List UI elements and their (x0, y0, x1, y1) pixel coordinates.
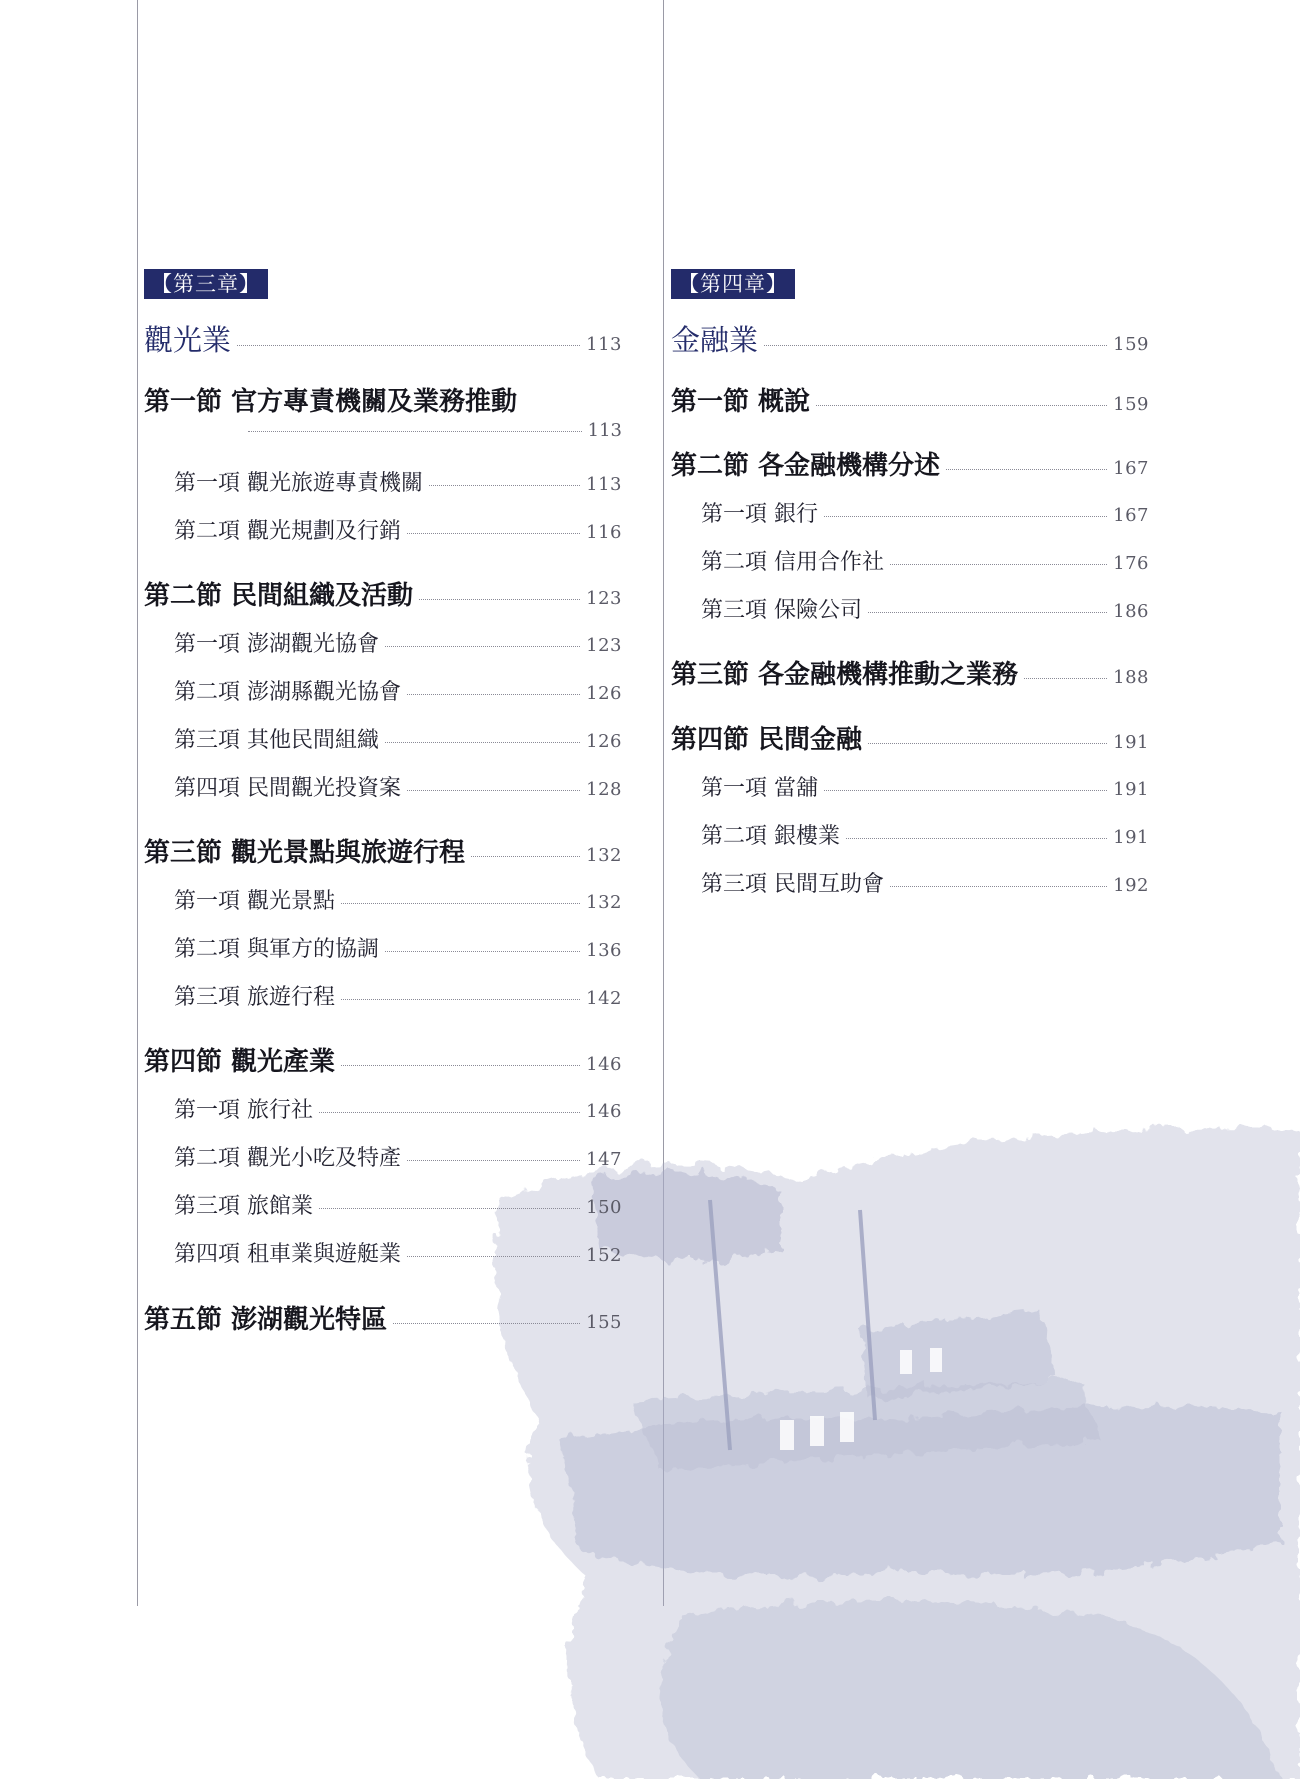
toc-title: 第四項 民間觀光投資案 (174, 776, 401, 801)
toc-title: 第二項 銀樓業 (701, 824, 840, 849)
toc-entry[interactable] (144, 514, 622, 545)
left-margin-rule (137, 0, 138, 1606)
toc-title: 第五節 澎湖觀光特區 (144, 1305, 388, 1335)
toc-entry[interactable] (671, 867, 1149, 898)
page-number: 191 (1113, 827, 1149, 848)
page-number: 167 (1113, 458, 1149, 479)
dot-leader (407, 790, 580, 791)
page-number: 147 (586, 1149, 622, 1170)
toc-entry[interactable] (144, 466, 622, 497)
toc-entry[interactable] (144, 1093, 622, 1124)
dot-leader (764, 345, 1107, 346)
dot-leader (471, 856, 580, 857)
toc-column-chapter-4 (671, 0, 1149, 1400)
toc-entry[interactable] (144, 318, 622, 359)
dot-leader (407, 694, 580, 695)
dot-leader (419, 599, 580, 600)
dot-leader (407, 1256, 580, 1257)
dot-leader (890, 564, 1107, 565)
toc-title: 第二節 民間組織及活動 (144, 581, 414, 611)
toc-title: 第一節 概說 (671, 387, 811, 417)
page-number: 142 (586, 988, 622, 1009)
toc-title: 第一項 旅行社 (174, 1098, 313, 1123)
toc-entry[interactable] (671, 719, 1149, 756)
toc-title: 第一項 澎湖觀光協會 (174, 632, 379, 657)
toc-title: 觀光業 (144, 323, 232, 357)
page-number: 186 (1113, 601, 1149, 622)
toc-entry[interactable] (671, 771, 1149, 802)
page-number: 116 (586, 522, 622, 543)
toc-title: 第一項 當舖 (701, 776, 818, 801)
toc-title: 第一項 銀行 (701, 502, 818, 527)
toc-title: 第三節 觀光景點與旅遊行程 (144, 838, 466, 868)
toc-title: 第二項 信用合作社 (701, 550, 884, 575)
dot-leader (946, 469, 1107, 470)
toc-title: 第一項 觀光旅遊專責機關 (174, 471, 423, 496)
dot-leader (429, 485, 580, 486)
toc-entry[interactable] (144, 980, 622, 1011)
toc-entry[interactable] (671, 593, 1149, 624)
dot-leader (341, 903, 580, 904)
toc-title: 第四節 觀光產業 (144, 1047, 336, 1077)
dot-leader (237, 345, 580, 346)
page-number: 123 (586, 588, 622, 609)
page-number: 167 (1113, 505, 1149, 526)
page-number: 188 (1113, 667, 1149, 688)
dot-leader (868, 743, 1107, 744)
page-number: 136 (586, 940, 622, 961)
dot-leader (385, 742, 580, 743)
dot-leader (248, 431, 582, 432)
toc-title: 第三節 各金融機構推動之業務 (671, 660, 1019, 690)
toc-title: 第一節 官方專責機關及業務推動 (144, 387, 518, 417)
toc-entry[interactable] (144, 1299, 622, 1336)
page-number: 126 (586, 683, 622, 704)
page-number: 155 (586, 1312, 622, 1333)
page-number: 132 (586, 892, 622, 913)
toc-title: 第一項 觀光景點 (174, 889, 335, 914)
page-number: 146 (586, 1054, 622, 1075)
toc-title: 第四項 租車業與遊艇業 (174, 1242, 401, 1267)
toc-title: 第二項 與軍方的協調 (174, 937, 379, 962)
page-number: 113 (586, 474, 622, 495)
dot-leader (385, 951, 580, 952)
dot-leader (890, 886, 1107, 887)
page-number: 152 (586, 1245, 622, 1266)
page-number: 113 (587, 420, 622, 441)
toc-entry[interactable] (671, 497, 1149, 528)
toc-entry[interactable] (671, 381, 1149, 418)
toc-title: 第三項 旅遊行程 (174, 985, 335, 1010)
toc-entry[interactable] (144, 884, 622, 915)
page-number: 191 (1113, 732, 1149, 753)
toc-title: 第三項 旅館業 (174, 1194, 313, 1219)
toc-title: 金融業 (671, 323, 759, 357)
toc-entry[interactable] (144, 675, 622, 706)
page-number: 159 (1113, 334, 1149, 355)
toc-entry[interactable] (144, 1189, 622, 1220)
dot-leader (846, 838, 1107, 839)
page-number: 176 (1113, 553, 1149, 574)
toc-entry[interactable] (144, 1141, 622, 1172)
dot-leader (816, 405, 1107, 406)
toc-entry[interactable] (144, 627, 622, 658)
toc-entry[interactable] (144, 723, 622, 754)
toc-entry[interactable] (144, 932, 622, 963)
toc-column-chapter-3 (144, 0, 622, 1400)
dot-leader (385, 646, 580, 647)
toc-title: 第二節 各金融機構分述 (671, 451, 941, 481)
dot-leader (868, 612, 1107, 613)
page-number: 150 (586, 1197, 622, 1218)
toc-entry[interactable] (671, 545, 1149, 576)
dot-leader (824, 516, 1107, 517)
dot-leader (341, 1065, 580, 1066)
dot-leader (319, 1112, 580, 1113)
page-number: 146 (586, 1101, 622, 1122)
page-number: 126 (586, 731, 622, 752)
toc-entry[interactable] (671, 819, 1149, 850)
toc-entry-continuation[interactable] (248, 420, 622, 441)
toc-title: 第二項 觀光小吃及特產 (174, 1146, 401, 1171)
dot-leader (407, 533, 580, 534)
toc-entry[interactable] (144, 1041, 622, 1078)
toc-entry[interactable] (671, 445, 1149, 482)
chapter-tag: 【第三章】 (144, 269, 268, 299)
toc-entry[interactable] (671, 654, 1149, 691)
toc-entry[interactable] (671, 318, 1149, 359)
toc-entry[interactable] (144, 771, 622, 802)
dot-leader (407, 1160, 580, 1161)
page-number: 128 (586, 779, 622, 800)
toc-title: 第三項 其他民間組織 (174, 728, 379, 753)
toc-entry[interactable] (144, 832, 622, 869)
toc-entry[interactable] (144, 1237, 622, 1268)
page-number: 192 (1113, 875, 1149, 896)
toc-entry[interactable] (144, 575, 622, 612)
dot-leader (393, 1323, 580, 1324)
toc-entry[interactable] (144, 381, 622, 418)
dot-leader (319, 1208, 580, 1209)
page-number: 123 (586, 635, 622, 656)
dot-leader (1024, 678, 1107, 679)
dot-leader (824, 790, 1107, 791)
toc-title: 第三項 保險公司 (701, 598, 862, 623)
chapter-tag: 【第四章】 (671, 269, 795, 299)
toc-title: 第四節 民間金融 (671, 725, 863, 755)
page-number: 159 (1113, 394, 1149, 415)
toc-title: 第二項 觀光規劃及行銷 (174, 519, 401, 544)
dot-leader (341, 999, 580, 1000)
toc-title: 第二項 澎湖縣觀光協會 (174, 680, 401, 705)
page-number: 191 (1113, 779, 1149, 800)
page-number: 113 (586, 334, 622, 355)
page-number: 132 (586, 845, 622, 866)
toc-title: 第三項 民間互助會 (701, 872, 884, 897)
